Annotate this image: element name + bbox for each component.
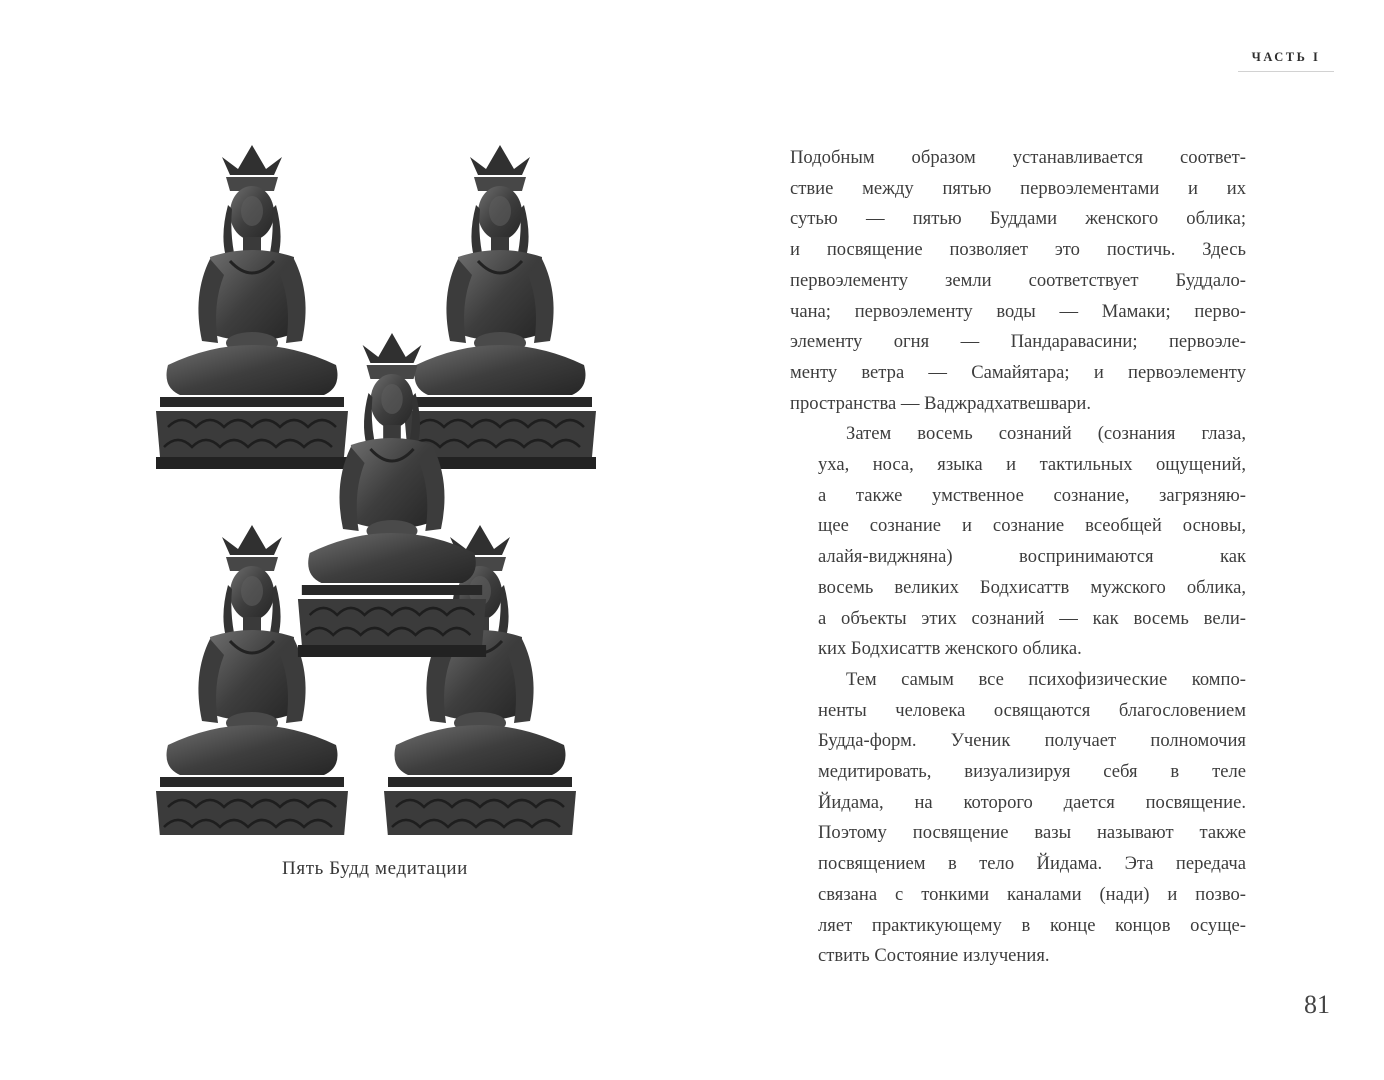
text-line: Йидама, на которого дается посвящение. xyxy=(818,791,1246,813)
text-line: пространства — Ваджрадхатвешвари. xyxy=(790,392,1092,414)
text-line: ненты человека освящаются благословением xyxy=(818,699,1246,721)
paragraph-1 xyxy=(790,143,1246,419)
paragraph-3 xyxy=(790,665,1246,972)
text-line: медитировать, визуализируя себя в теле xyxy=(818,761,1246,783)
text-line: менту ветра — Самайятара; и первоэлементу xyxy=(790,361,1246,383)
text-line: а также умственное сознание, загрязняю- xyxy=(818,484,1246,506)
figure-caption: Пять Будд медитации xyxy=(282,858,468,879)
text-line: сутью — пятью Буддами женского облика; xyxy=(790,208,1246,230)
text-line: чана; первоэлементу воды — Мамаки; перво- xyxy=(790,300,1246,322)
text-line: и посвящение позволяет это постичь. Здесь xyxy=(790,239,1246,261)
five-buddhas-illustration xyxy=(148,135,618,835)
text-line: первоэлементу земли соответствует Буддало- xyxy=(790,269,1246,291)
text-line: Подобным образом устанавливается соответ- xyxy=(790,147,1246,168)
text-line: Поэтому посвящение вазы называют также xyxy=(818,822,1246,844)
text-line: ких Бодхисаттв женского облика. xyxy=(818,638,1082,660)
main-text xyxy=(790,143,1246,972)
running-head: ЧАСТЬ I xyxy=(1251,50,1321,64)
figure-five-buddhas xyxy=(148,135,618,835)
text-line: ствить Состояние излучения. xyxy=(818,945,1050,967)
text-line: уха, носа, языка и тактильных ощущений, xyxy=(818,454,1246,476)
statue-top-left xyxy=(156,145,348,469)
text-line: посвящением в тело Йидама. Эта передача xyxy=(818,853,1246,875)
text-line: Тем самым все психофизические компо- xyxy=(846,668,1246,690)
text-line: Затем восемь сознаний (сознания глаза, xyxy=(846,423,1246,445)
text-line: восемь великих Бодхисаттв мужского облика, xyxy=(818,576,1246,598)
text-line: Будда-форм. Ученик получает полномочия xyxy=(818,730,1246,752)
text-line: ствие между пятью первоэлементами и их xyxy=(790,177,1246,199)
text-line: ляет практикующему в конце концов осуще- xyxy=(818,914,1246,936)
text-line: алайя-виджняна) воспринимаются как xyxy=(818,546,1246,568)
text-line: щее сознание и сознание всеобщей основы, xyxy=(818,515,1246,537)
text-line: а объекты этих сознаний — как восемь вели- xyxy=(818,607,1246,629)
running-head-rule xyxy=(1238,71,1334,72)
text-line: связана с тонкими каналами (нади) и позво- xyxy=(818,883,1246,905)
text-line: элементу огня — Пандаравасини; первоэле- xyxy=(790,331,1246,353)
paragraph-2 xyxy=(790,419,1246,665)
page-number: 81 xyxy=(1304,990,1330,1019)
statue-top-right xyxy=(404,145,596,469)
